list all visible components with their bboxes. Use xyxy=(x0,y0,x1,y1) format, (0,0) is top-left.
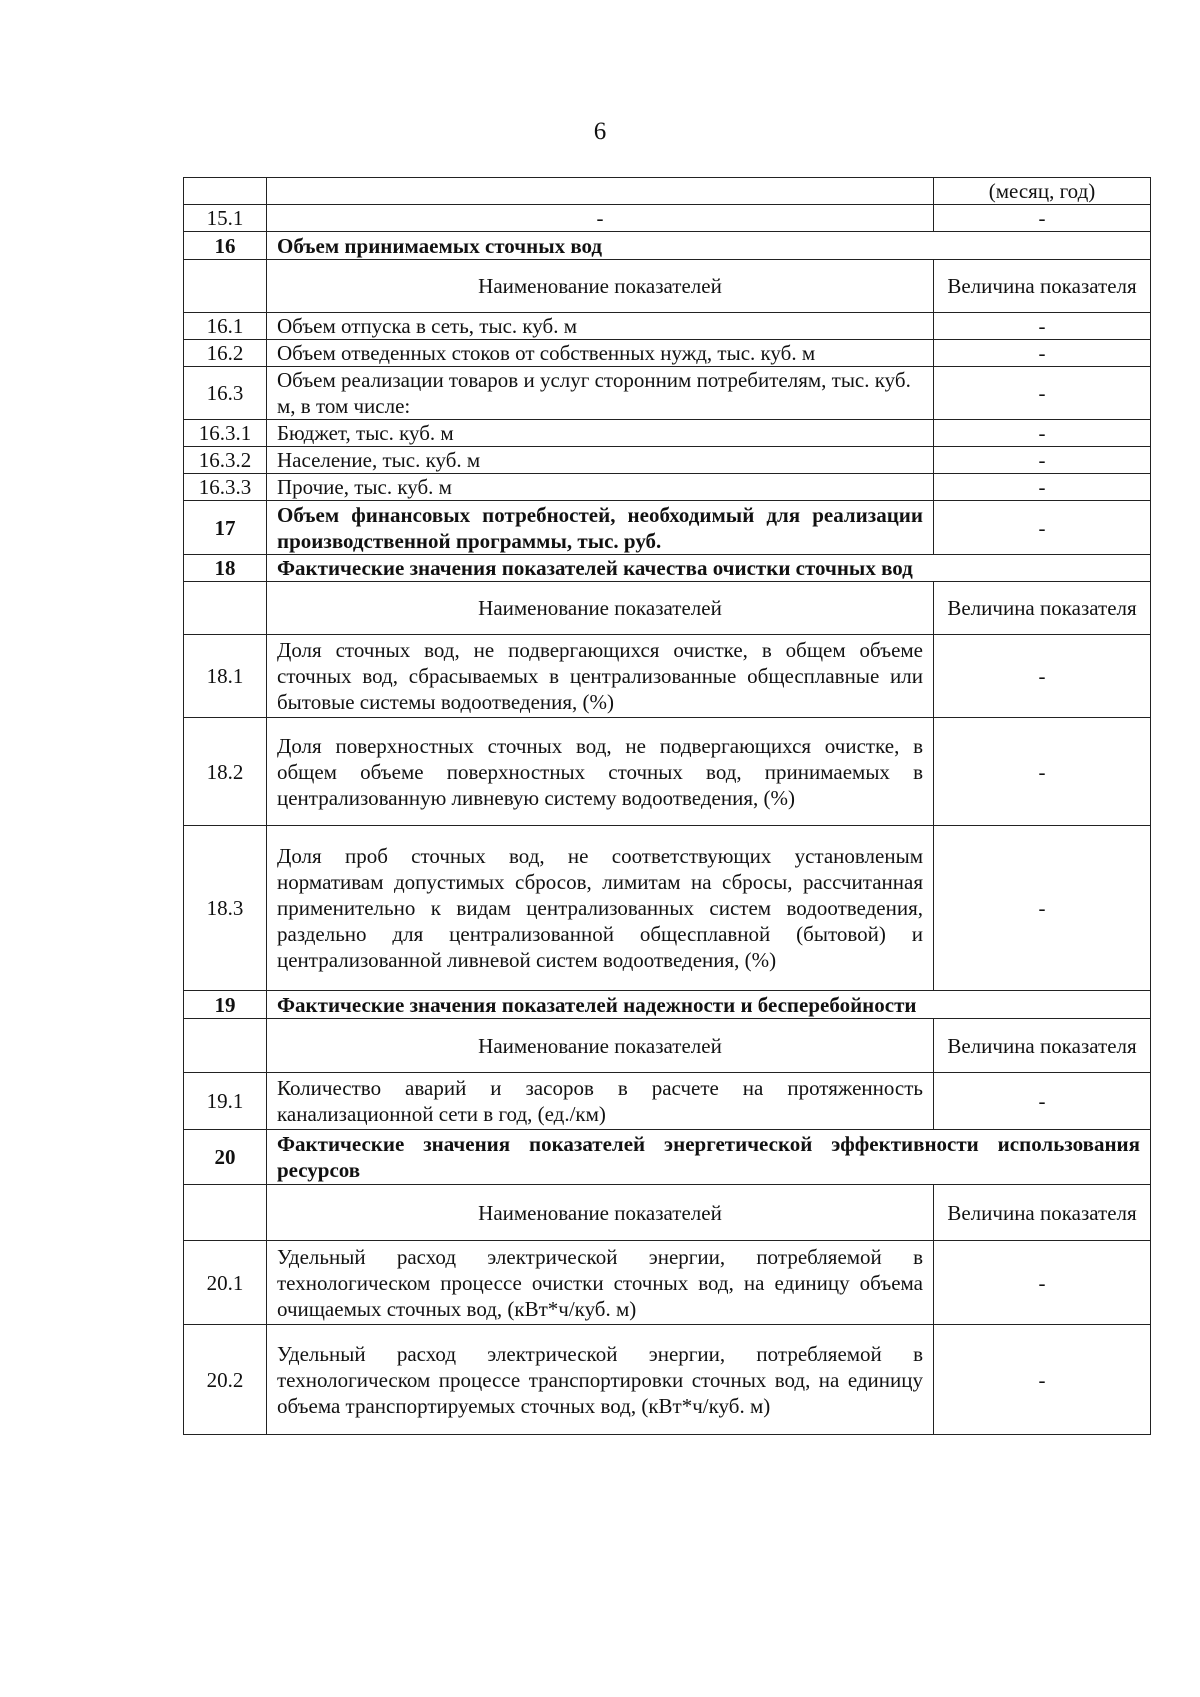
table-row xyxy=(184,1325,1151,1435)
table-row xyxy=(184,340,1151,367)
row-number: 16.3.3 xyxy=(184,474,267,501)
empty-cell xyxy=(184,1185,267,1241)
subheader-row xyxy=(184,260,1151,313)
row-text: Объем отпуска в сеть, тыс. куб. м xyxy=(267,313,934,340)
empty-cell xyxy=(184,1019,267,1073)
section-row xyxy=(184,501,1151,555)
table-row xyxy=(184,1073,1151,1130)
subheader-row xyxy=(184,1019,1151,1073)
table-row xyxy=(184,205,1151,232)
row-value: - xyxy=(934,501,1151,555)
row-number: 20.1 xyxy=(184,1241,267,1325)
empty-cell xyxy=(184,582,267,635)
section-title: Фактические значения показателей энергетической эффективности использования ресурсов xyxy=(267,1130,1151,1185)
row-value: - xyxy=(934,635,1151,718)
section-row xyxy=(184,232,1151,260)
row-text: Объем реализации товаров и услуг сторонним потребителям, тыс. куб. м, в том числе: xyxy=(267,367,934,420)
table-row xyxy=(184,718,1151,826)
section-number: 17 xyxy=(184,501,267,555)
row-value: - xyxy=(934,367,1151,420)
param-header: Наименование показателей xyxy=(267,1019,934,1073)
row-number: 16.2 xyxy=(184,340,267,367)
row-value: - xyxy=(934,1325,1151,1435)
section-title: Фактические значения показателей качества очистки сточных вод xyxy=(267,555,1151,582)
section-number: 19 xyxy=(184,991,267,1019)
row-number: 19.1 xyxy=(184,1073,267,1130)
empty-cell xyxy=(267,178,934,205)
table-row xyxy=(184,474,1151,501)
row-value: - xyxy=(934,420,1151,447)
subheader-row xyxy=(184,1185,1151,1241)
section-number: 20 xyxy=(184,1130,267,1185)
subheader-row xyxy=(184,582,1151,635)
table-row xyxy=(184,826,1151,991)
row-value: - xyxy=(934,1241,1151,1325)
table-row xyxy=(184,313,1151,340)
row-value: - xyxy=(934,1073,1151,1130)
row-value: - xyxy=(934,205,1151,232)
row-number: 16.3 xyxy=(184,367,267,420)
section-title: Объем принимаемых сточных вод xyxy=(267,232,1151,260)
page-number: 6 xyxy=(593,118,607,145)
row-value: - xyxy=(934,313,1151,340)
value-header: Величина показателя xyxy=(934,1019,1151,1073)
row-value: - xyxy=(934,826,1151,991)
table-row xyxy=(184,178,1151,205)
row-number: 15.1 xyxy=(184,205,267,232)
table-row xyxy=(184,1241,1151,1325)
table-row xyxy=(184,447,1151,474)
row-text: Бюджет, тыс. куб. м xyxy=(267,420,934,447)
indicators-table xyxy=(183,177,1151,1435)
param-header: Наименование показателей xyxy=(267,582,934,635)
empty-cell xyxy=(184,260,267,313)
row-text: Доля сточных вод, не подвергающихся очистке, в общем объеме сточных вод, сбрасываемых в централизованные общесплавные или бытовые системы водоотведения, (%) xyxy=(267,635,934,718)
row-number: 18.1 xyxy=(184,635,267,718)
row-text: Прочие, тыс. куб. м xyxy=(267,474,934,501)
section-row xyxy=(184,555,1151,582)
table-row xyxy=(184,367,1151,420)
row-value: - xyxy=(934,447,1151,474)
value-header: Величина показателя xyxy=(934,582,1151,635)
section-title: Объем финансовых потребностей, необходимый для реализации производственной программы, тыс. руб. xyxy=(267,501,934,555)
period-header: (месяц, год) xyxy=(934,178,1151,205)
table-row xyxy=(184,420,1151,447)
row-value: - xyxy=(934,718,1151,826)
param-header: Наименование показателей xyxy=(267,260,934,313)
param-header: Наименование показателей xyxy=(267,1185,934,1241)
row-number: 18.2 xyxy=(184,718,267,826)
row-text: Объем отведенных стоков от собственных нужд, тыс. куб. м xyxy=(267,340,934,367)
row-text: Население, тыс. куб. м xyxy=(267,447,934,474)
section-row xyxy=(184,991,1151,1019)
section-title: Фактические значения показателей надежности и бесперебойности xyxy=(267,991,1151,1019)
value-header: Величина показателя xyxy=(934,260,1151,313)
row-number: 16.3.1 xyxy=(184,420,267,447)
row-text: - xyxy=(267,205,934,232)
table-row xyxy=(184,635,1151,718)
row-number: 16.1 xyxy=(184,313,267,340)
row-value: - xyxy=(934,340,1151,367)
row-text: Удельный расход электрической энергии, потребляемой в технологическом процессе транспортировки сточных вод, на единицу объема транспортируемых сточных вод, (кВт*ч/куб. м) xyxy=(267,1325,934,1435)
row-number: 18.3 xyxy=(184,826,267,991)
section-number: 16 xyxy=(184,232,267,260)
row-number: 16.3.2 xyxy=(184,447,267,474)
section-row xyxy=(184,1130,1151,1185)
row-number: 20.2 xyxy=(184,1325,267,1435)
row-text: Количество аварий и засоров в расчете на протяженность канализационной сети в год, (ед./км) xyxy=(267,1073,934,1130)
row-text: Удельный расход электрической энергии, потребляемой в технологическом процессе очистки сточных вод, на единицу объема очищаемых сточных вод, (кВт*ч/куб. м) xyxy=(267,1241,934,1325)
row-value: - xyxy=(934,474,1151,501)
empty-cell xyxy=(184,178,267,205)
section-number: 18 xyxy=(184,555,267,582)
value-header: Величина показателя xyxy=(934,1185,1151,1241)
row-text: Доля поверхностных сточных вод, не подвергающихся очистке, в общем объеме поверхностных сточных вод, принимаемых в централизованную ливневую систему водоотведения, (%) xyxy=(267,718,934,826)
row-text: Доля проб сточных вод, не соответствующих установленым нормативам допустимых сбросов, лимитам на сбросы, рассчитанная применительно к видам централизованных систем водоотведения, раздельно для централизованной общесплавной (бытовой) и централизованной ливневой систем водоотведения, (%) xyxy=(267,826,934,991)
